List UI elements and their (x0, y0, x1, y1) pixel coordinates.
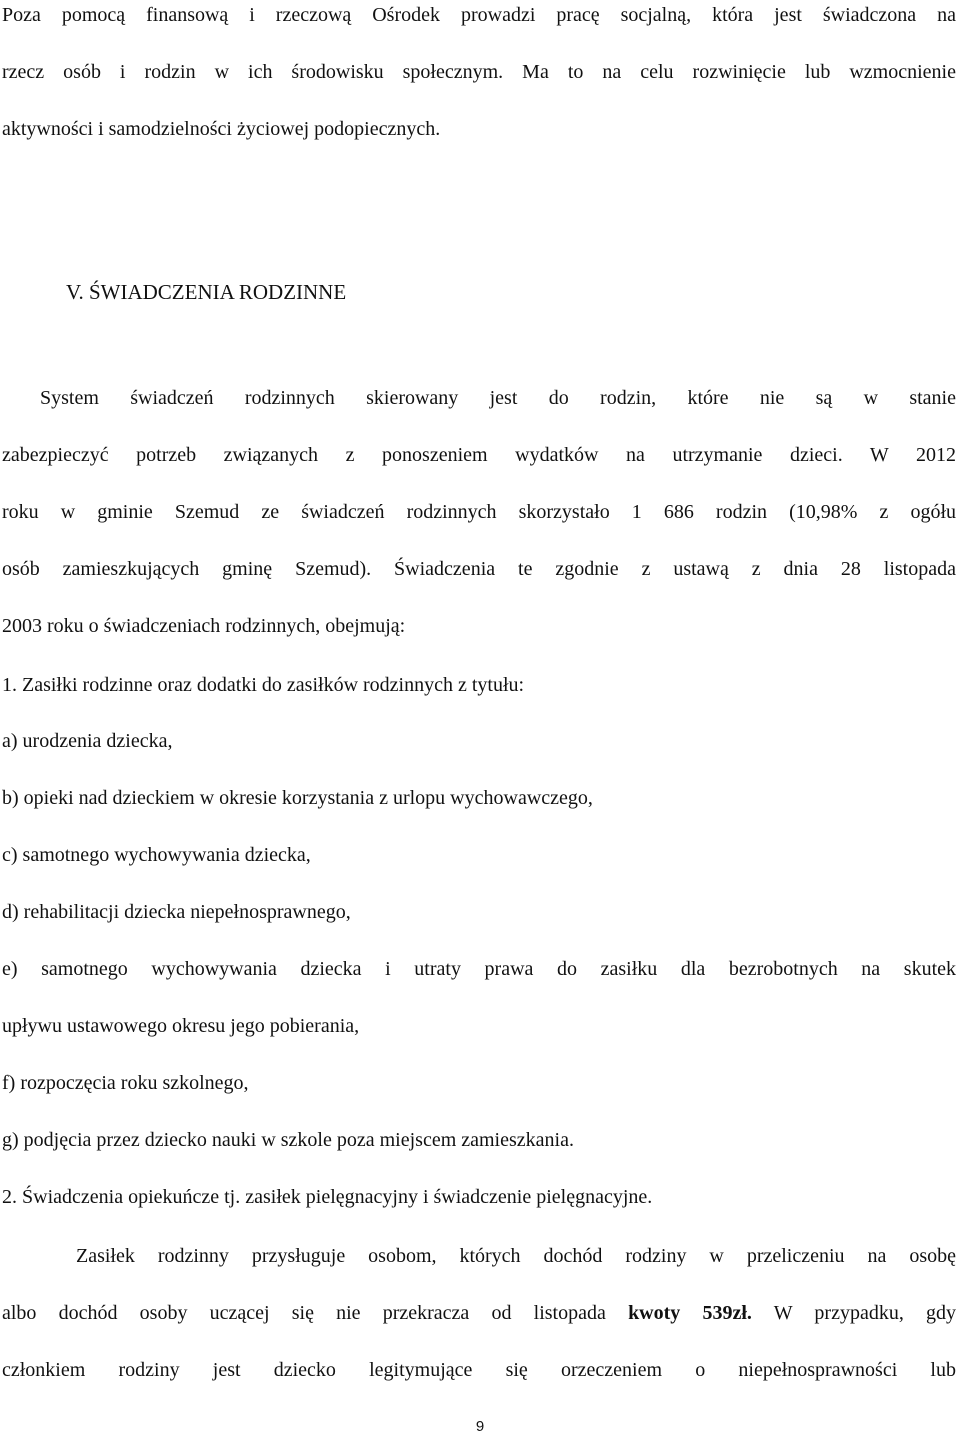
intro-line-2: rzecz osób i rodzin w ich środowisku społecznym. Ma to na celu rozwinięcie lub wzmocnienie (2, 61, 956, 83)
para2-line-2 (2, 1301, 956, 1325)
list-item-c: c) samotnego wychowywania dziecka, (2, 844, 311, 866)
para2-line-1: Zasiłek rodzinny przysługuje osobom, których dochód rodziny w przeliczeniu na osobę (76, 1245, 956, 1267)
amount-bold: kwoty 539zł. (628, 1302, 752, 1324)
para2-line-3: członkiem rodziny jest dziecko legitymujące się orzeczeniem o niepełnosprawności lub (2, 1359, 956, 1381)
list-item-g: g) podjęcia przez dziecko nauki w szkole poza miejscem zamieszkania. (2, 1129, 574, 1151)
list-item-e-line-2: upływu ustawowego okresu jego pobierania, (2, 1015, 360, 1037)
para1-line-1: System świadczeń rodzinnych skierowany jest do rodzin, które nie są w stanie (40, 387, 956, 409)
para1-line-2: zabezpieczyć potrzeb związanych z ponoszeniem wydatków na utrzymanie dzieci. W 2012 (2, 444, 956, 466)
intro-line-3: aktywności i samodzielności życiowej podopiecznych. (2, 118, 441, 140)
list-item-2: 2. Świadczenia opiekuńcze tj. zasiłek pielęgnacyjny i świadczenie pielęgnacyjne. (2, 1186, 653, 1208)
list-item-e-line-1: e) samotnego wychowywania dziecka i utraty prawa do zasiłku dla bezrobotnych na skutek (2, 958, 956, 980)
list-item-d: d) rehabilitacji dziecka niepełnosprawnego, (2, 901, 351, 923)
list-item-f: f) rozpoczęcia roku szkolnego, (2, 1072, 249, 1094)
list-item-1: 1. Zasiłki rodzinne oraz dodatki do zasiłków rodzinnych z tytułu: (2, 674, 525, 696)
list-item-b: b) opieki nad dzieckiem w okresie korzystania z urlopu wychowawczego, (2, 787, 593, 809)
intro-line-1: Poza pomocą finansową i rzeczową Ośrodek prowadzi pracę socjalną, która jest świadczona na (2, 4, 956, 26)
para1-line-4: osób zamieszkujących gminę Szemud). Świadczenia te zgodnie z ustawą z dnia 28 listopada (2, 558, 956, 580)
para1-line-5: 2003 roku o świadczeniach rodzinnych, obejmują: (2, 615, 406, 637)
para1-line-3: roku w gminie Szemud ze świadczeń rodzinnych skorzystało 1 686 rodzin (10,98% z ogółu (2, 501, 956, 523)
list-item-a: a) urodzenia dziecka, (2, 730, 173, 752)
page-number: 9 (475, 1418, 485, 1435)
para2-line-2-start: albo dochód osoby uczącej się nie przekracza od listopada (2, 1302, 606, 1324)
para2-line-2-end: W przypadku, gdy (773, 1302, 957, 1324)
section-heading: V. ŚWIADCZENIA RODZINNE (66, 280, 347, 304)
